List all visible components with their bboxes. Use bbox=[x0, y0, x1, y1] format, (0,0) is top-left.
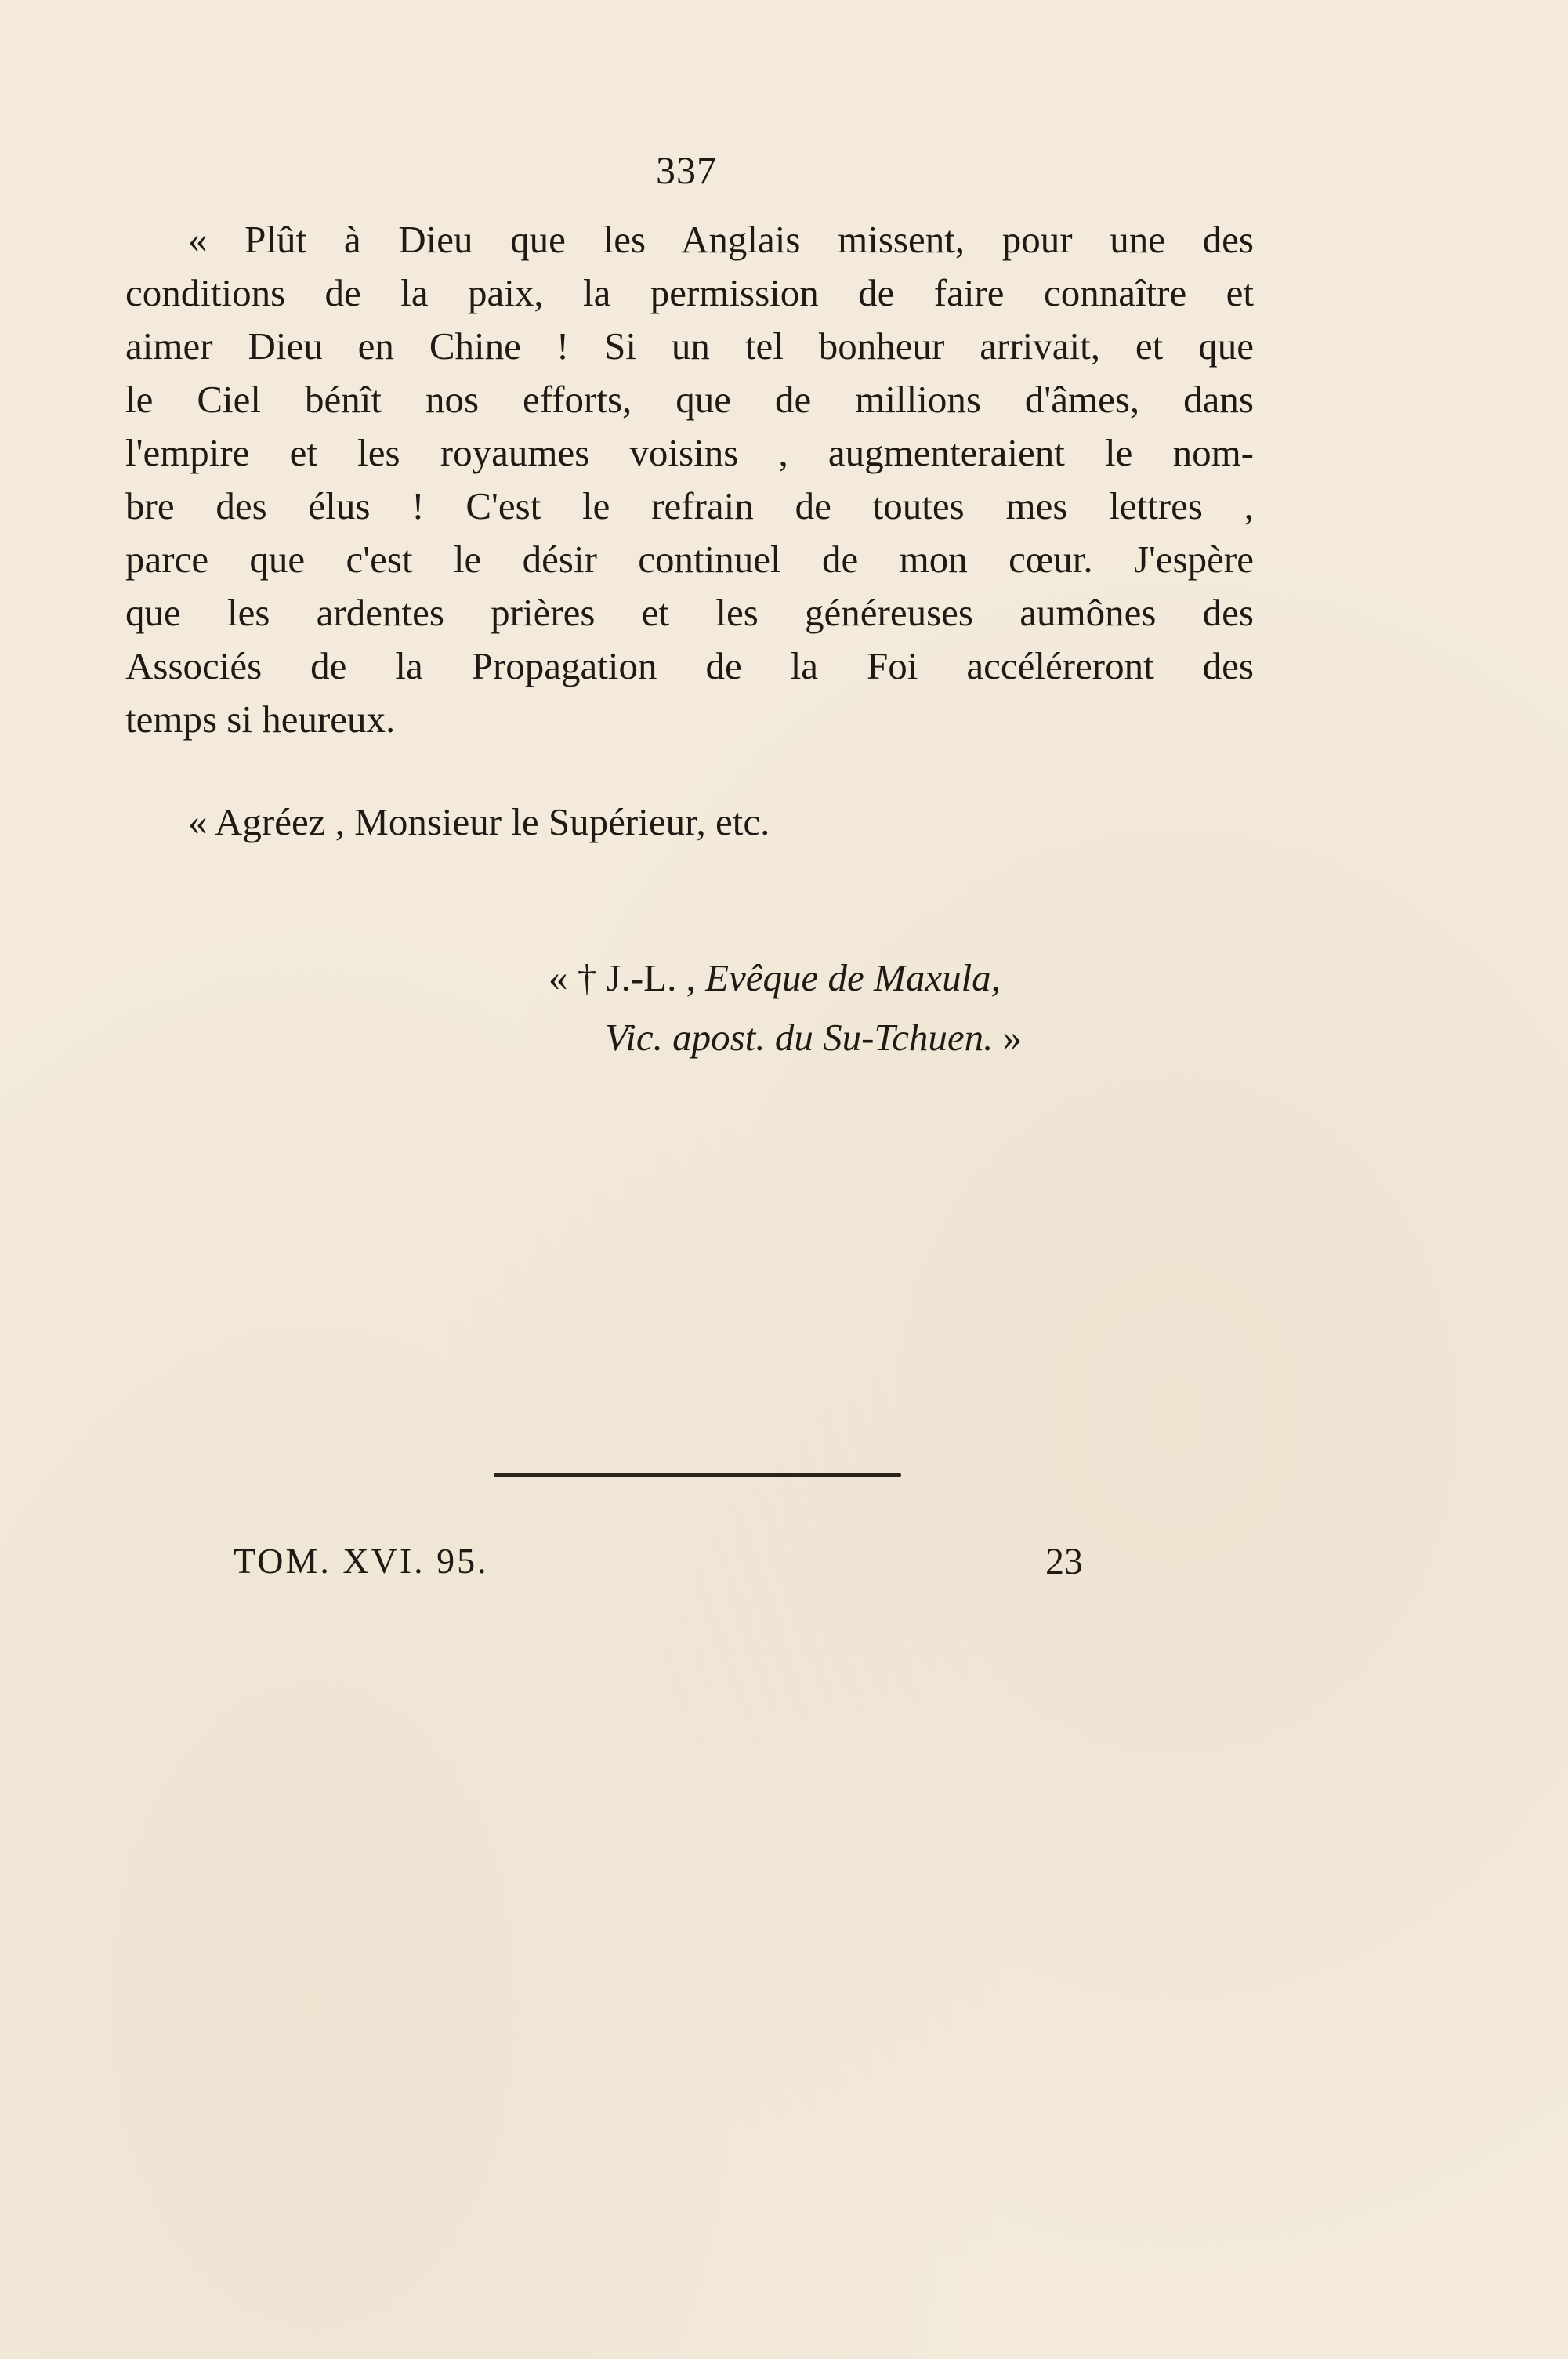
text-line: le Ciel bénît nos efforts, que de millions d'âmes, dans bbox=[125, 378, 1254, 421]
text-line: conditions de la paix, la permission de faire connaître et bbox=[125, 271, 1254, 314]
signature-line-2 bbox=[549, 1008, 1022, 1067]
text-line: temps si heureux. bbox=[125, 698, 396, 741]
text-line: Associés de la Propagation de la Foi accéléreront des bbox=[125, 644, 1254, 687]
text-line: que les ardentes prières et les généreuses aumônes des bbox=[125, 591, 1254, 634]
text-line: parce que c'est le désir continuel de mon cœur. J'espère bbox=[125, 538, 1254, 581]
letter-paragraph bbox=[125, 213, 1254, 746]
text-line: bre des élus ! C'est le refrain de toutes mes lettres , bbox=[125, 484, 1254, 527]
page-number: 337 bbox=[656, 148, 717, 192]
section-divider-rule bbox=[494, 1473, 901, 1477]
signature-line-1 bbox=[549, 948, 1022, 1008]
signature-prefix: « † J.-L. , bbox=[549, 956, 706, 999]
signature-block bbox=[549, 948, 1022, 1067]
footer-volume-signature: TOM. XVI. 95. bbox=[234, 1541, 489, 1581]
footer-gathering-number: 23 bbox=[1045, 1541, 1083, 1582]
text-line: l'empire et les royaumes voisins , augmenteraient le nom- bbox=[125, 431, 1254, 474]
text-line: aimer Dieu en Chine ! Si un tel bonheur arrivait, et que bbox=[125, 324, 1254, 368]
signature-title: Evêque de Maxula, bbox=[705, 956, 1001, 999]
signature-vicariate: Vic. apost. du Su-Tchuen. bbox=[605, 1016, 994, 1059]
text-line: « Plût à Dieu que les Anglais missent, pour une des bbox=[188, 218, 1254, 261]
signature-close-quote: » bbox=[993, 1016, 1023, 1059]
closing-salutation: « Agréez , Monsieur le Supérieur, etc. bbox=[188, 800, 770, 843]
